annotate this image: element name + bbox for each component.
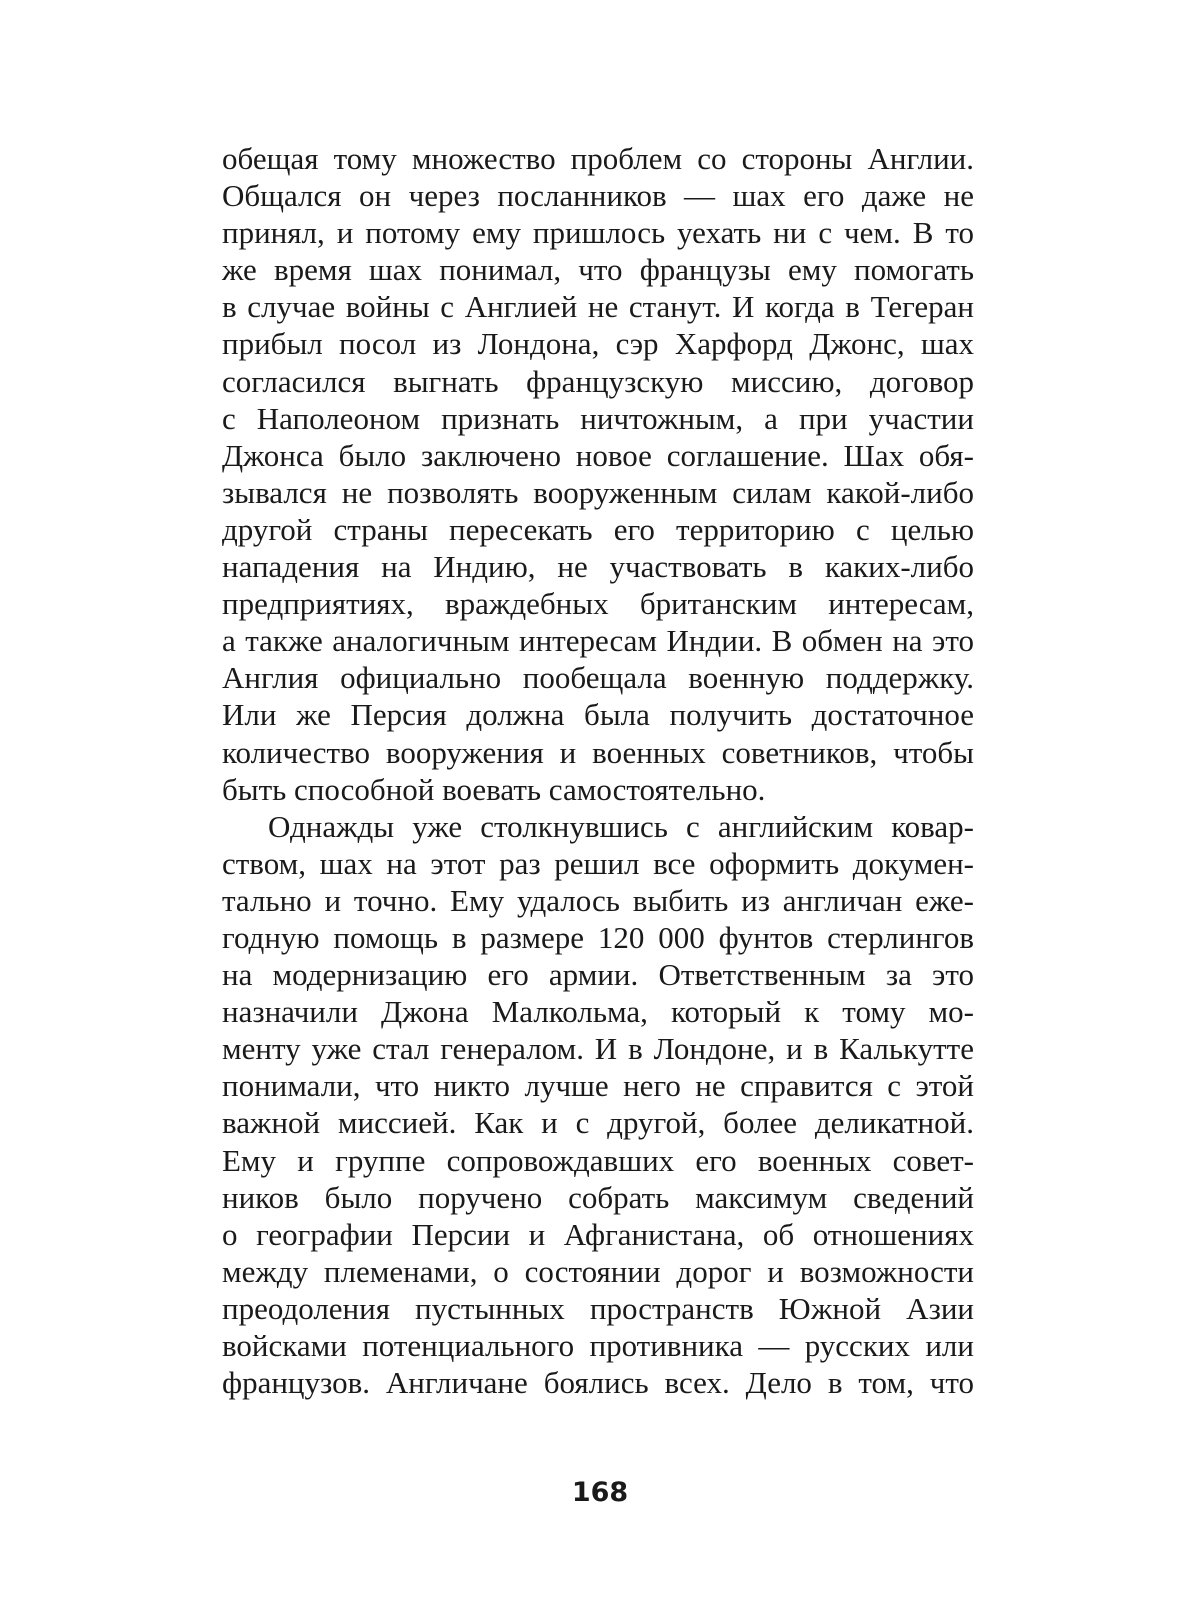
paragraph-end-line: быть способной воевать самостоятельно.	[222, 771, 766, 807]
text-line: Англия официально пообещала военную поддержку.	[222, 660, 974, 696]
text-line: количество вооружения и военных советников, чтобы	[222, 734, 974, 770]
text-line: принял, и потому ему пришлось уехать ни с чем. В то	[222, 215, 974, 251]
text-line: а также аналогичным интересам Индии. В обмен на это	[222, 623, 974, 659]
paragraph-start-line: Однажды уже столкнувшись с английским ковар-	[268, 808, 974, 844]
text-line: преодоления пустынных пространств Южной Азии	[222, 1290, 974, 1326]
text-line: назначили Джона Малкольма, который к тому мо-	[222, 994, 974, 1030]
text-line: с Наполеоном признать ничтожным, а при участии	[222, 400, 974, 436]
text-line: о географии Персии и Афганистана, об отношениях	[222, 1216, 974, 1252]
text-line: зывался не позволять вооруженным силам какой-либо	[222, 474, 974, 510]
text-line: нападения на Индию, не участвовать в каких-либо	[222, 549, 974, 585]
body-text	[222, 140, 974, 1401]
text-line: тально и точно. Ему удалось выбить из англичан еже-	[222, 882, 974, 918]
text-line: согласился выгнать французскую миссию, договор	[222, 363, 974, 399]
text-line: на модернизацию его армии. Ответственным за это	[222, 957, 974, 993]
text-line: ством, шах на этот раз решил все оформить докумен-	[222, 845, 974, 881]
text-line: Джонса было заключено новое соглашение. Шах обя-	[222, 437, 974, 473]
text-line: Или же Персия должна была получить достаточное	[222, 697, 974, 733]
text-line: ников было поручено собрать максимум сведений	[222, 1179, 974, 1215]
text-line: между племенами, о состоянии дорог и возможности	[222, 1253, 974, 1289]
text-line: предприятиях, враждебных британским интересам,	[222, 586, 974, 622]
text-line: же время шах понимал, что французы ему помогать	[222, 252, 974, 288]
text-line: менту уже стал генералом. И в Лондоне, и в Калькутте	[222, 1031, 974, 1067]
text-line: другой страны пересекать его территорию с целью	[222, 511, 974, 547]
page-number: 168	[571, 1477, 629, 1508]
text-line: прибыл посол из Лондона, сэр Харфорд Джонс, шах	[222, 326, 974, 362]
text-line: важной миссией. Как и с другой, более деликатной.	[222, 1105, 974, 1141]
text-line: Общался он через посланников — шах его даже не	[222, 178, 974, 214]
text-line: годную помощь в размере 120 000 фунтов стерлингов	[222, 919, 974, 955]
text-line: в случае войны с Англией не станут. И когда в Тегеран	[222, 289, 974, 325]
text-line: войсками потенциального противника — русских или	[222, 1328, 974, 1363]
text-line: французов. Англичане боялись всех. Дело в том, что	[222, 1365, 974, 1401]
text-line: понимали, что никто лучше него не справится с этой	[222, 1068, 974, 1104]
text-line: обещая тому множество проблем со стороны Англии.	[222, 141, 974, 176]
text-line: Ему и группе сопровождавших его военных совет-	[222, 1142, 974, 1178]
